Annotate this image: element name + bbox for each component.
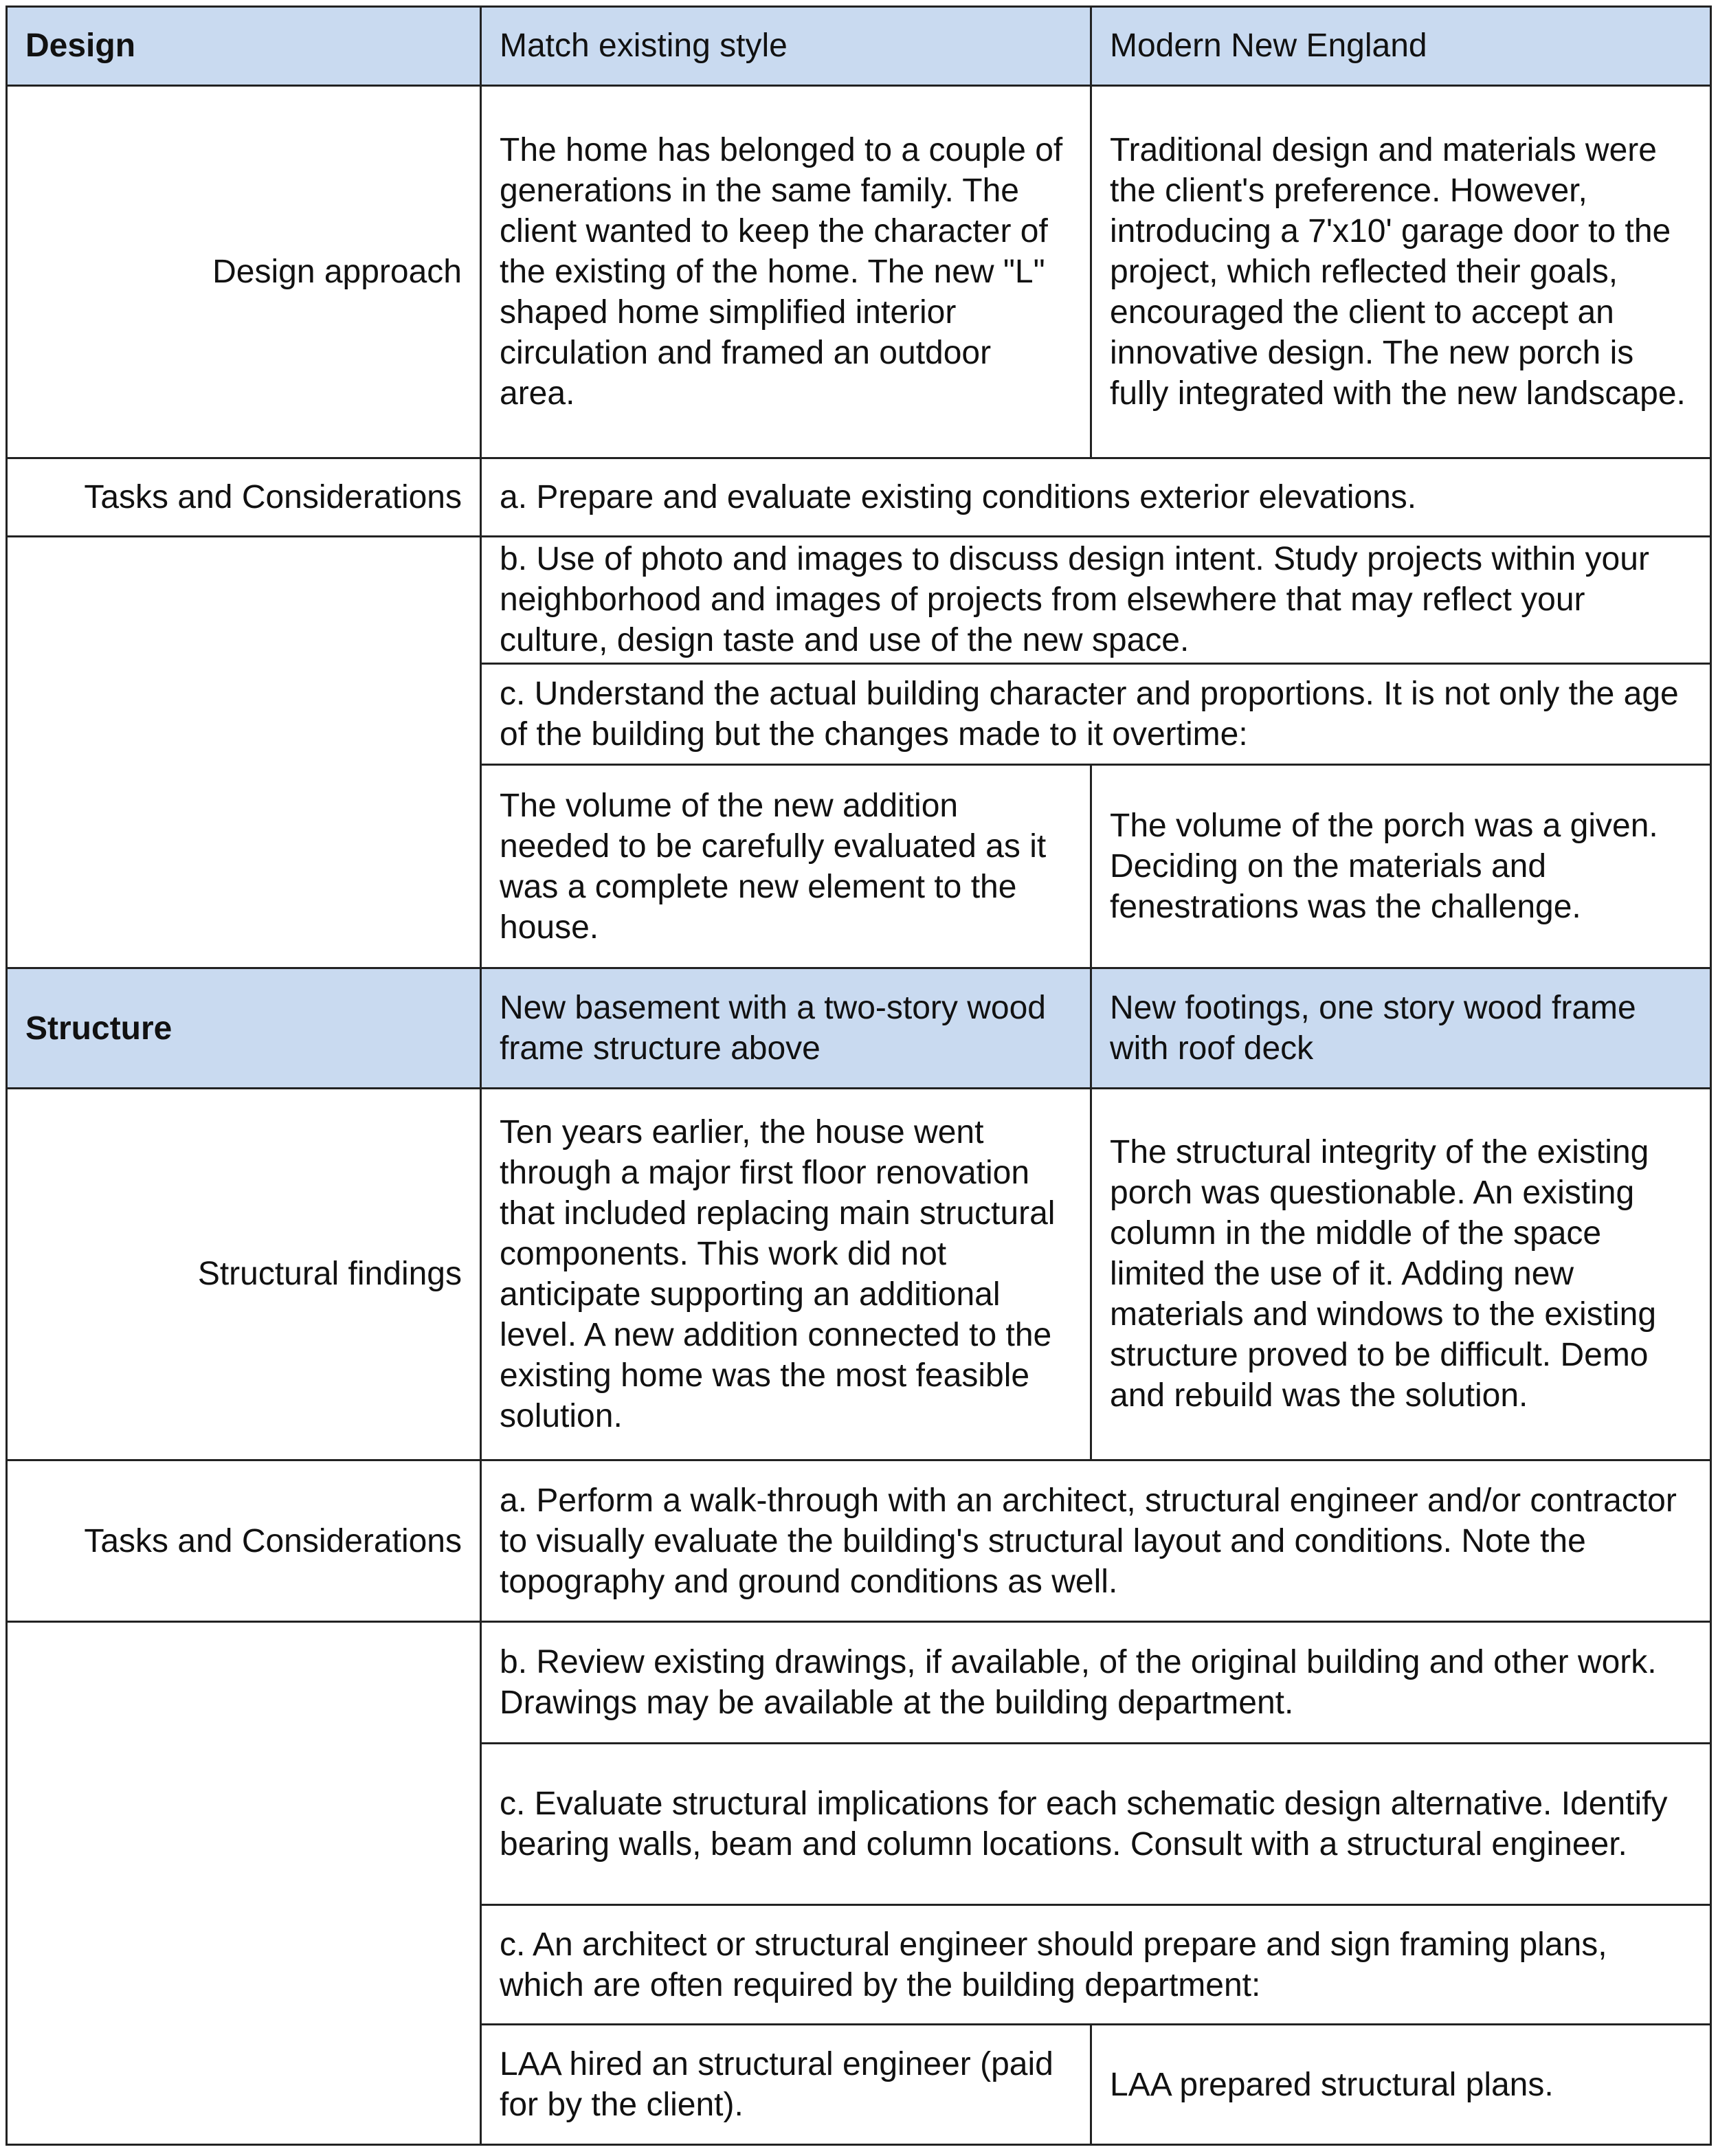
- structural-findings-row: [7, 1088, 1711, 1460]
- design-task-c: c. Understand the actual building character and proportions. It is not only the age of the building but the changes made to it overtime:: [481, 663, 1711, 764]
- structure-task-a: a. Perform a walk-through with an architect, structural engineer and/or contractor to visually evaluate the building's structural layout and conditions. Note the topography and ground conditions as well.: [481, 1460, 1711, 1621]
- structure-task-c2: c. An architect or structural engineer should prepare and sign framing plans, which are often required by the building department:: [481, 1904, 1711, 2025]
- design-volume-a: The volume of the new addition needed to be carefully evaluated as it was a complete new element to the house.: [481, 764, 1091, 968]
- design-task-row: [7, 537, 1711, 664]
- structural-findings-label: Structural findings: [7, 1088, 481, 1460]
- design-option-b-header: Modern New England: [1091, 7, 1711, 86]
- structure-option-b-header: New footings, one story wood frame with roof deck: [1091, 968, 1711, 1089]
- structure-plans-a: LAA hired an structural engineer (paid for by the client).: [481, 2025, 1091, 2145]
- structure-tasks-blank-cell: [7, 1622, 481, 2145]
- design-approach-row: [7, 85, 1711, 458]
- structure-header-row: [7, 968, 1711, 1089]
- design-approach-label: Design approach: [7, 85, 481, 458]
- design-task-row: [7, 458, 1711, 537]
- design-approach-b: Traditional design and materials were the client's preference. However, introducing a 7'x10' garage door to the project, which reflected their goals, encouraged the client to accept an innovative design. The new porch is fully integrated with the new landscape.: [1091, 85, 1711, 458]
- design-task-a: a. Prepare and evaluate existing conditions exterior elevations.: [481, 458, 1711, 537]
- structure-task-b: b. Review existing drawings, if available, of the original building and other work. Drawings may be available at the building department.: [481, 1622, 1711, 1744]
- design-approach-a: The home has belonged to a couple of generations in the same family. The client wanted to keep the character of the existing of the home. The new "L" shaped home simplified interior circulation and framed an outdoor area.: [481, 85, 1091, 458]
- design-header-row: [7, 7, 1711, 86]
- design-tasks-blank-cell: [7, 537, 481, 968]
- design-volume-b: The volume of the porch was a given. Deciding on the materials and fenestrations was the challenge.: [1091, 764, 1711, 968]
- structure-option-a-header: New basement with a two-story wood frame structure above: [481, 968, 1091, 1089]
- design-structure-table: [5, 5, 1712, 2146]
- structural-findings-b: The structural integrity of the existing porch was questionable. An existing column in the middle of the space limited the use of it. Adding new materials and windows to the existing structure proved to be difficult. Demo and rebuild was the solution.: [1091, 1088, 1711, 1460]
- structure-section-label: Structure: [7, 968, 481, 1089]
- structure-task-row: [7, 1460, 1711, 1621]
- structure-task-c: c. Evaluate structural implications for each schematic design alternative. Identify bearing walls, beam and column locations. Consult with a structural engineer.: [481, 1743, 1711, 1904]
- design-tasks-label: Tasks and Considerations: [7, 458, 481, 537]
- design-option-a-header: Match existing style: [481, 7, 1091, 86]
- structure-task-row: [7, 1622, 1711, 1744]
- structural-findings-a: Ten years earlier, the house went through a major first floor renovation that included replacing main structural components. This work did not anticipate supporting an additional level. A new addition connected to the existing home was the most feasible solution.: [481, 1088, 1091, 1460]
- design-task-b: b. Use of photo and images to discuss design intent. Study projects within your neighborhood and images of projects from elsewhere that may reflect your culture, design taste and use of the new space.: [481, 537, 1711, 664]
- structure-plans-b: LAA prepared structural plans.: [1091, 2025, 1711, 2145]
- structure-tasks-label: Tasks and Considerations: [7, 1460, 481, 1621]
- design-section-label: Design: [7, 7, 481, 86]
